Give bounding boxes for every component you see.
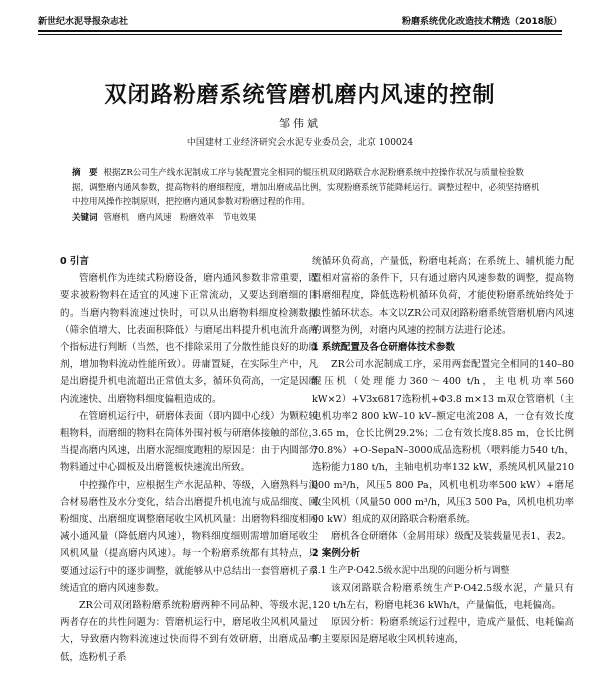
author: 邹伟斌 <box>279 117 321 130</box>
article-title: 双闭路粉磨系统管磨机磨内风速的控制 <box>104 83 496 108</box>
keywords-label: 关键词 <box>72 212 98 223</box>
paragraph: 磨机各仓研磨体（金屑用球）级配及装载量见表1、表2。 <box>331 531 572 543</box>
abstract-block <box>72 166 540 225</box>
paragraph: 管磨机作为连续式粉磨设备，磨内通风参数非常重要，既要求被粉物料在适宜的风速下正常流动，又要达到磨细的目的。当磨内物料流速过快时，可以从出磨物料细度检测数据（筛余值增大、比表面积降低）与磨尾出料提升机电流升高两个指标进行判断（当然，也不排除采用了分散性能良好的助磨剂，增加物料流动性能所致）。毋庸置疑，在实际生产中，凡是出磨提升机电流超出正常值太多，循环负荷高，一定是因磨内流速快、出磨物料细度偏粗造成的。 <box>60 273 318 405</box>
affiliation: 中国建材工业经济研究会水泥专业委员会，北京 100024 <box>186 138 414 148</box>
journal-name: 新世纪水泥导报杂志社 <box>38 17 129 27</box>
abstract-row <box>72 166 540 210</box>
header-rule-thick <box>38 30 562 32</box>
subsection-heading: 2.1 生产P·O42.5级水泥中出现的问题分析与调整 <box>312 565 510 576</box>
keywords-text: 管磨机 磨内风速 粉磨效率 节电效果 <box>103 212 257 223</box>
left-column <box>60 253 318 666</box>
paragraph: ZR公司双闭路粉磨系统粉磨两种不同品种、等级水泥，两者存在的共性问题为：管磨机运行中，磨尾收尘风机风量过大，导致磨内物料流速过快而得不到有效研磨，出磨成品率低，选粉机子系 <box>60 600 318 663</box>
header-rule-thin <box>38 34 562 35</box>
section-heading-case: 2 案例分析 <box>312 548 360 560</box>
paragraph: 该双闭路联合粉磨系统生产P·O42.5级水泥，产量只有120 t/h左右，粉磨电耗36 kWh/t，产量偏低，电耗偏高。 <box>312 582 574 612</box>
paragraph: ZR公司水泥制成工序，采用两套配置完全相同的140–80辊压机（处理能力360～400 t/h，主电机功率560 kW×2）+V3x6817选粉机+Φ3.8 m×13 m双仓管磨机（主电机功率2 800 kW–10 kV–额定电流208 A，一仓有效长度3.65 m，仓长比例29.2%；二仓有效长度8.85 m，仓长比例70.8%）+O-SepaN–3000成品选粉机（喂料能力540 t/h，选粉能力180 t/h，主轴电机功率132 kW，系统风机风量210 000 m³/h，风压5 800 Pa，风机电机功率500 kW）+磨尾收尘风机（风量50 000 m³/h，风压3 500 Pa，风机电机功率90 kW）组成的双闭路联合粉磨系统。 <box>312 359 574 526</box>
collection-name: 粉磨系统优化改造技术精选（2018版） <box>401 17 562 27</box>
section-heading-intro: 0 引言 <box>60 256 89 267</box>
paragraph-continued: 统循环负荷高，产量低，粉磨电耗高；在系统上、辅机能力配置相对富裕的条件下，只有通过磨内风速参数的调整，提高物料磨细程度，降低选粉机循环负荷，才能使粉磨系统始终处于良性循环状态。本文以ZR公司双闭路粉磨系统管磨机磨内风速的调整为例，对磨内风速的控制方法进行论述。 <box>312 256 574 336</box>
paragraph: 原因分析：粉磨系统运行过程中，造成产量低、电耗偏高的主要原因是磨尾收尘风机转速高， <box>312 617 574 646</box>
keywords-row <box>72 211 540 226</box>
right-column <box>312 253 574 649</box>
abstract-label: 摘 要 <box>72 168 98 178</box>
section-heading-system: 1 系统配置及各仓研磨体技术参数 <box>312 342 455 354</box>
paragraph: 在管磨机运行中，研磨体表面（即内圆中心线）为颗粒较粗物料，而磨细的物料在筒体外围衬板与研磨体接触的部位，当提高磨内风速，出磨水泥细度跑粗的原因是：由于内圆部分物料通过中心圆板及出磨篦板快速流出所致。 <box>60 410 318 474</box>
running-header <box>38 14 562 30</box>
abstract-text: 根据ZR公司生产线水泥制成工序与装配置完全相同的辊压机双闭路联合水泥粉磨系统中控操作状况与质量检验数据，调整磨内通风参数，提高物料的磨细程度，增加出磨成品比例，实现粉磨系统节能降耗运行。调整过程中，必须坚持磨机中控用风操作控制原则，把控磨内通风参数对粉磨过程的作用。 <box>72 168 540 207</box>
paragraph: 中控操作中，应根据生产水泥品种、等级，入磨熟料与混合材易磨性及水分变化，结合出磨提升机电流与成品细度、回粉细度、出磨细度调整磨尾收尘风机风量：出磨物料细度相同减小通风量（降低磨内风速），物料细度细则需增加磨尾收尘风机风量（提高磨内风速）。每一个粉磨系统都有其特点，只要通过运行中的逐步调整，就能够从中总结出一套管磨机子系统适宜的磨内风速参数。 <box>60 479 318 594</box>
